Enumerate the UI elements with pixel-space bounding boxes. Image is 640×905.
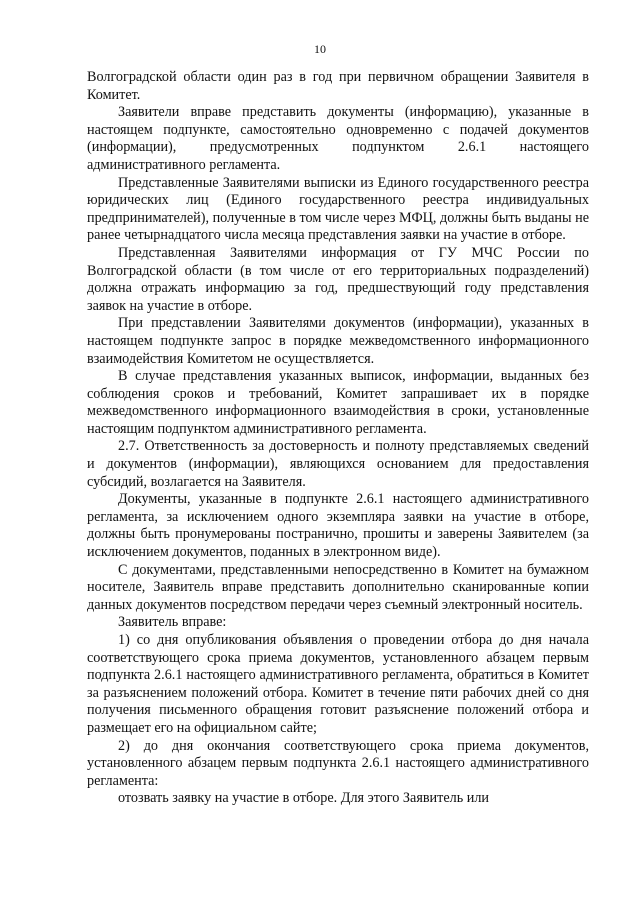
paragraph-right-2: 2) до дня окончания соответствующего срока приема документов, установленного абзацем первым подпункта 2.6.1 настоящего административного регламента: bbox=[87, 737, 589, 789]
paragraph-numbering-requirement: Документы, указанные в подпункте 2.6.1 настоящего административного регламента, за исключением одного экземпляра заявки на участие в отборе, должны быть пронумерованы постранично, прошиты и заверены Заявителем (за исключением документов, поданных в электронном виде). bbox=[87, 491, 589, 561]
paragraph-documents-right: Заявители вправе представить документы (информацию), указанные в настоящем подпункте, самостоятельно одновременно с подачей документов (информации), предусмотренных подпунктом 2.6.1 настоящего административного регламента. bbox=[87, 104, 589, 173]
paragraph-mchs-info: Представленная Заявителями информация от ГУ МЧС России по Волгоградской области (в том числе от его территориальных подразделений) должна отражать информацию за год, предшествующий году представления заявок на участие в отборе. bbox=[87, 244, 589, 314]
paragraph-registry-extracts: Представленные Заявителями выписки из Единого государственного реестра юридических лиц (Единого государственного реестра индивидуальных предпринимателей), полученные в том числе через МФЦ, должны быть выданы не ранее четырнадцатого числа месяца представления заявки на участие в отборе. bbox=[87, 174, 589, 244]
paragraph-applicant-rights: Заявитель вправе: bbox=[118, 614, 227, 631]
paragraph-requirements-violation: В случае представления указанных выписок, информации, выданных без соблюдения сроков и требований, Комитет запрашивает их в порядке межведомственного информационного взаимодействия в сроки, установленные настоящим подпунктом административного регламента. bbox=[87, 368, 589, 437]
paragraph-continuation: Волгоградской области один раз в год при первичном обращении Заявителя в Комитет. bbox=[87, 69, 589, 103]
document-text bbox=[87, 69, 589, 808]
paragraph-scanned-copies: С документами, представленными непосредственно в Комитет на бумажном носителе, Заявитель вправе представить дополнительно сканированные копии данных документов посредством передачи через съемный электронный носитель. bbox=[87, 561, 589, 613]
paragraph-no-interagency-request: При представлении Заявителями документов (информации), указанных в настоящем подпункте запрос в порядке межведомственного информационного взаимодействия Комитетом не осуществляется. bbox=[87, 315, 589, 367]
paragraph-section-2-7: 2.7. Ответственность за достоверность и полноту представляемых сведений и документов (информации), являющихся основанием для предоставления субсидий, возлагается на Заявителя. bbox=[87, 438, 589, 490]
page-number: 10 bbox=[314, 42, 326, 56]
paragraph-right-1: 1) со дня опубликования объявления о проведении отбора до дня начала соответствующего срока приема документов, установленного абзацем первым подпункта 2.6.1 настоящего административного регламента, обратиться в Комитет за разъяснением положений отбора. Комитет в течение пяти рабочих дней со дня получения письменного обращения готовит разъяснение положений отбора и размещает его на официальном сайте; bbox=[87, 632, 589, 736]
paragraph-withdraw-application: отозвать заявку на участие в отборе. Для этого Заявитель или bbox=[118, 790, 489, 807]
